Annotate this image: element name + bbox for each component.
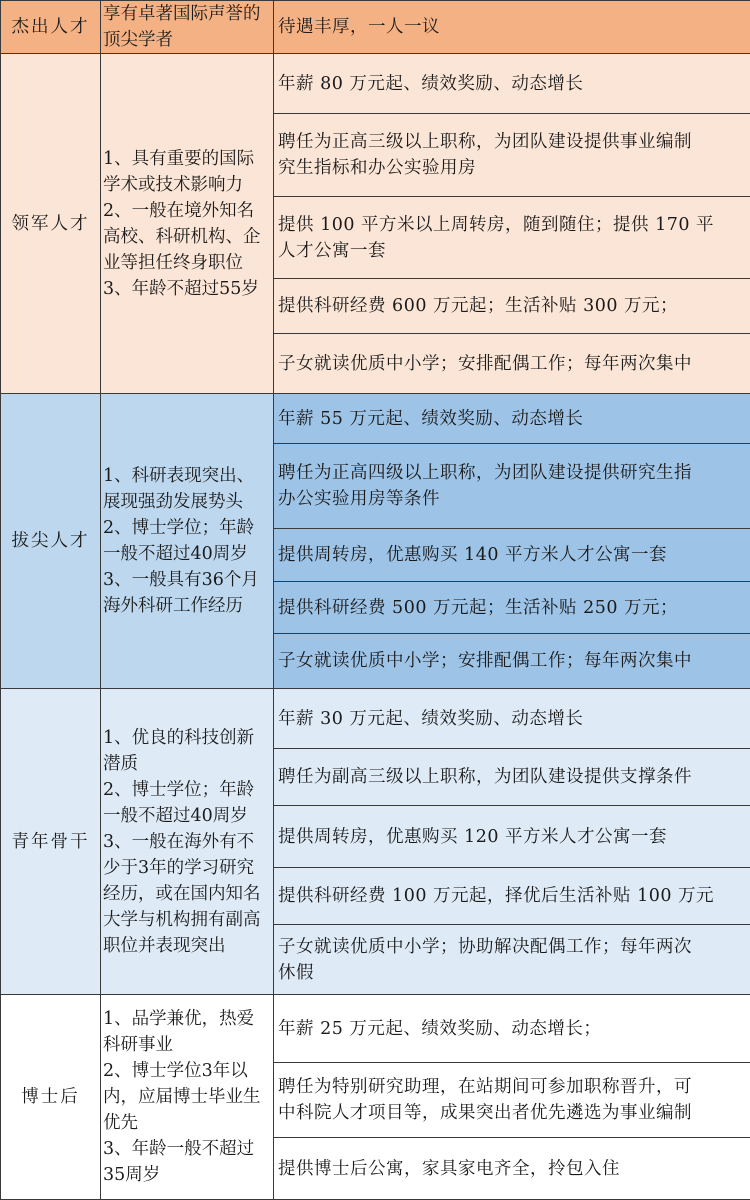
benefit-cell: 提供科研经费 100 万元起，择优后生活补贴 100 万元	[274, 868, 750, 925]
benefit-cell: 聘任为副高三级以上职称，为团队建设提供支撑条件	[274, 749, 750, 806]
requirements-cell: 1、品学兼优，热爱科研事业 2、博士学位3年以内，应届博士毕业生优先 3、年龄一般不超过35周岁	[101, 995, 274, 1200]
category-cell: 领军人才	[1, 54, 101, 394]
benefit-cell: 子女就读优质中小学；安排配偶工作；每年两次集中	[274, 634, 750, 689]
benefit-cell: 提供科研经费 600 万元起；生活补贴 300 万元；	[274, 279, 750, 334]
table-header-row	[1, 1, 750, 54]
benefit-cell: 聘任为正高四级以上职称，为团队建设提供研究生指 办公实验用房等条件	[274, 444, 750, 529]
category-cell: 青年骨干	[1, 689, 101, 995]
header-category: 杰出人才	[1, 1, 101, 54]
benefit-cell: 聘任为正高三级以上职称，为团队建设提供事业编制 究生指标和办公实验用房	[274, 114, 750, 197]
benefit-cell: 提供博士后公寓，家具家电齐全，拎包入住	[274, 1138, 750, 1200]
benefit-cell: 年薪 25 万元起、绩效奖励、动态增长；	[274, 995, 750, 1063]
header-requirements: 享有卓著国际声誉的顶尖学者	[101, 1, 274, 54]
benefit-cell: 提供 100 平方米以上周转房，随到随住；提供 170 平 人才公寓一套	[274, 197, 750, 279]
benefit-cell: 年薪 80 万元起、绩效奖励、动态增长	[274, 54, 750, 114]
table-row	[1, 54, 750, 114]
benefit-cell: 子女就读优质中小学；安排配偶工作；每年两次集中	[274, 334, 750, 394]
table-row	[1, 689, 750, 749]
table-row	[1, 394, 750, 444]
benefit-cell: 提供周转房，优惠购买 140 平方米人才公寓一套	[274, 529, 750, 582]
benefit-cell: 年薪 30 万元起、绩效奖励、动态增长	[274, 689, 750, 749]
benefit-cell: 提供科研经费 500 万元起；生活补贴 250 万元；	[274, 582, 750, 634]
benefit-cell: 聘任为特别研究助理，在站期间可参加职称晋升，可 中科院人才项目等，成果突出者优先遴选为事业编制	[274, 1063, 750, 1138]
requirements-cell: 1、具有重要的国际学术或技术影响力 2、一般在境外知名高校、科研机构、企业等担任终身职位 3、年龄不超过55岁	[101, 54, 274, 394]
header-benefits: 待遇丰厚，一人一议	[274, 1, 750, 54]
category-cell: 拔尖人才	[1, 394, 101, 689]
benefit-cell: 年薪 55 万元起、绩效奖励、动态增长	[274, 394, 750, 444]
category-cell: 博士后	[1, 995, 101, 1200]
benefit-cell: 提供周转房，优惠购买 120 平方米人才公寓一套	[274, 806, 750, 868]
table-row	[1, 995, 750, 1063]
requirements-cell: 1、优良的科技创新潜质 2、博士学位；年龄一般不超过40周岁 3、一般在海外有不少于3年的学习研究经历，或在国内知名大学与机构拥有副高职位并表现突出	[101, 689, 274, 995]
requirements-cell: 1、科研表现突出、展现强劲发展势头 2、博士学位；年龄一般不超过40周岁 3、一般具有36个月海外科研工作经历	[101, 394, 274, 689]
benefit-cell: 子女就读优质中小学；协助解决配偶工作；每年两次 休假	[274, 925, 750, 995]
